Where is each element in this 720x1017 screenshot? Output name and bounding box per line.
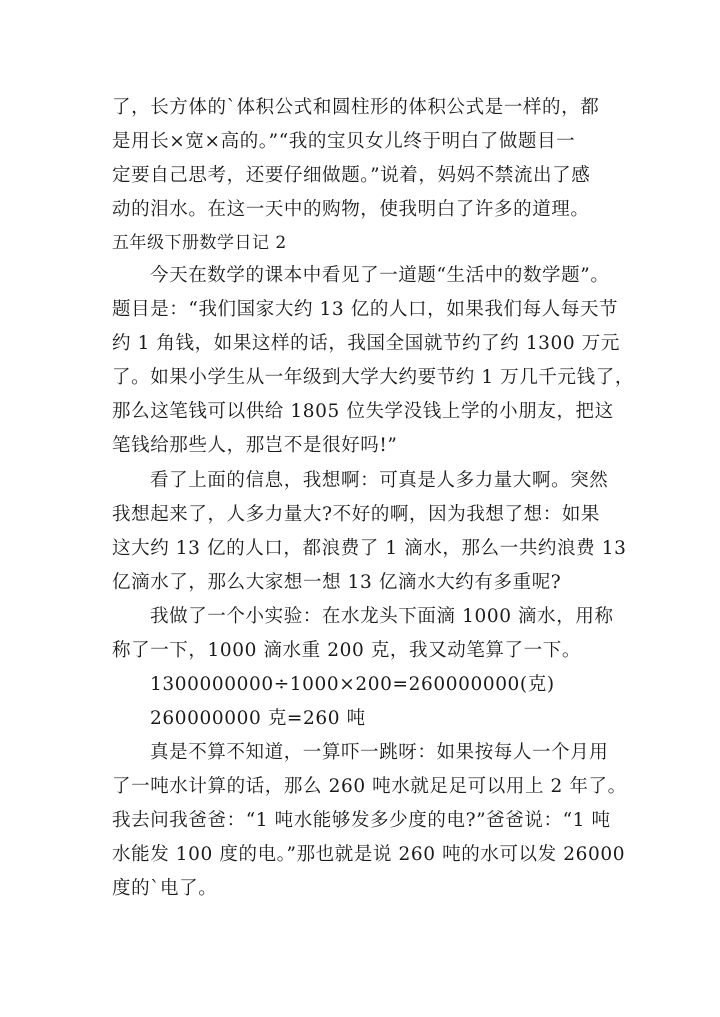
section-title: 五年级下册数学日记 2 (112, 233, 287, 253)
paragraph-line: 度的`电了。 (112, 878, 218, 899)
paragraph-line: 了，长方体的`体积公式和圆柱形的体积公式是一样的，都 (112, 97, 600, 118)
paragraph-line: 笔钱给那些人，那岂不是很好吗!” (112, 435, 398, 456)
paragraph-line: 动的泪水。在这一天中的购物，使我明白了许多的道理。 (112, 199, 590, 220)
paragraph-line: 今天在数学的课本中看见了一道题“生活中的数学题”。 (150, 265, 610, 286)
paragraph-line: 题目是：“我们国家大约 13 亿的人口，如果我们每人每天节 (112, 299, 619, 320)
formula-line: 260000000 克=260 吨 (150, 708, 366, 729)
paragraph-line: 我想起来了，人多力量大?不好的啊，因为我想了想：如果 (112, 504, 601, 525)
paragraph-line: 称了一下，1000 滴水重 200 克，我又动笔算了一下。 (112, 640, 581, 661)
paragraph-line: 我去问我爸爸：“1 吨水能够发多少度的电?”爸爸说：“1 吨 (112, 810, 611, 831)
paragraph-line: 这大约 13 亿的人口，都浪费了 1 滴水，那么一共约浪费 13 (112, 538, 627, 559)
paragraph-line: 定要自己思考，还要仔细做题。”说着，妈妈不禁流出了感 (112, 165, 591, 186)
paragraph-line: 了。如果小学生从一年级到大学大约要节约 1 万几千元钱了， (112, 367, 634, 388)
paragraph-line: 了一吨水计算的话，那么 260 吨水就足足可以用上 2 年了。 (112, 776, 627, 797)
paragraph-line: 那么这笔钱可以供给 1805 位失学没钱上学的小朋友，把这 (112, 401, 614, 422)
paragraph-line: 水能发 100 度的电。”那也就是说 260 吨的水可以发 26000 (112, 844, 626, 865)
paragraph-line: 我做了一个小实验：在水龙头下面滴 1000 滴水，用称 (150, 606, 614, 627)
paragraph-line: 亿滴水了，那么大家想一想 13 亿滴水大约有多重呢? (112, 572, 562, 593)
paragraph-line: 是用长×宽×高的。”“我的宝贝女儿终于明白了做题目一 (112, 131, 576, 152)
paragraph-line: 约 1 角钱，如果这样的话，我国全国就节约了约 1300 万元 (112, 333, 620, 354)
paragraph-line: 看了上面的信息，我想啊：可真是人多力量大啊。突然 (150, 470, 609, 491)
paragraph-line: 真是不算不知道，一算吓一跳呀：如果按每人一个月用 (150, 742, 609, 763)
formula-line: 1300000000÷1000×200=260000000(克) (150, 674, 555, 695)
